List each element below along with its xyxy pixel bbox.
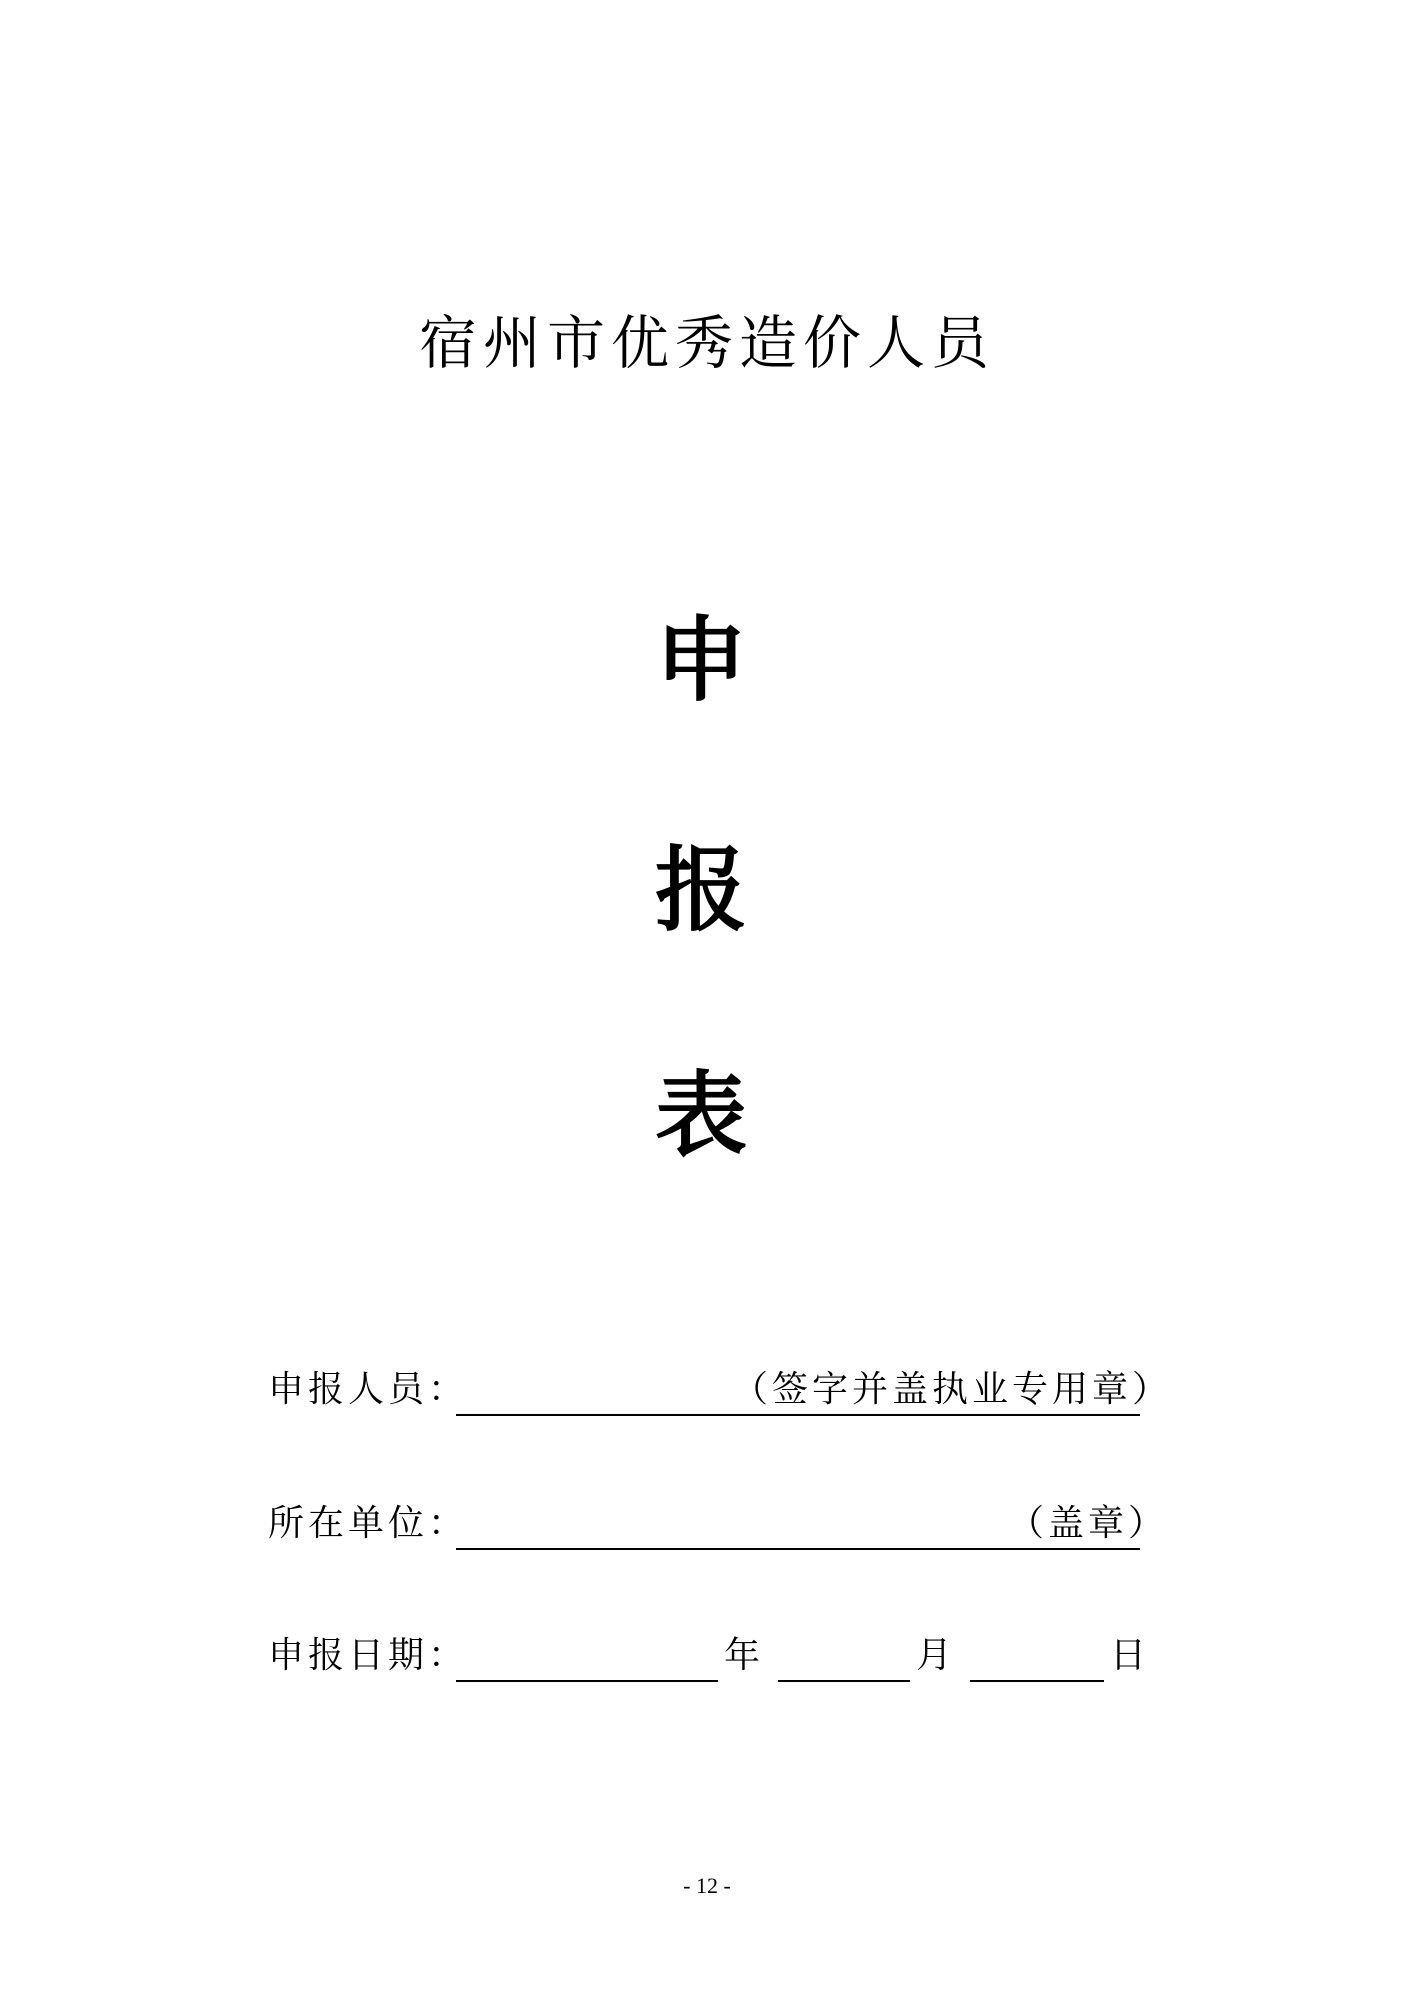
day-field-line[interactable] <box>970 1630 1104 1682</box>
month-unit: 月 <box>916 1635 953 1676</box>
date-label: 申报日期： <box>268 1635 469 1676</box>
document-title: 宿州市优秀造价人员 <box>418 309 995 377</box>
page-number: - 12 - <box>683 1873 731 1898</box>
month-field-line[interactable] <box>778 1630 910 1682</box>
organization-label: 所在单位： <box>268 1503 469 1544</box>
year-unit: 年 <box>724 1635 761 1676</box>
title-char-bao: 报 <box>654 836 747 944</box>
day-unit: 日 <box>1110 1635 1147 1676</box>
applicant-suffix: （签字并盖执业专用章） <box>732 1369 1173 1410</box>
year-field-line[interactable] <box>456 1630 718 1682</box>
title-char-biao: 表 <box>654 1061 747 1169</box>
title-char-shen: 申 <box>654 606 747 714</box>
applicant-label: 申报人员： <box>268 1369 469 1410</box>
organization-suffix: （盖章） <box>1008 1503 1169 1544</box>
